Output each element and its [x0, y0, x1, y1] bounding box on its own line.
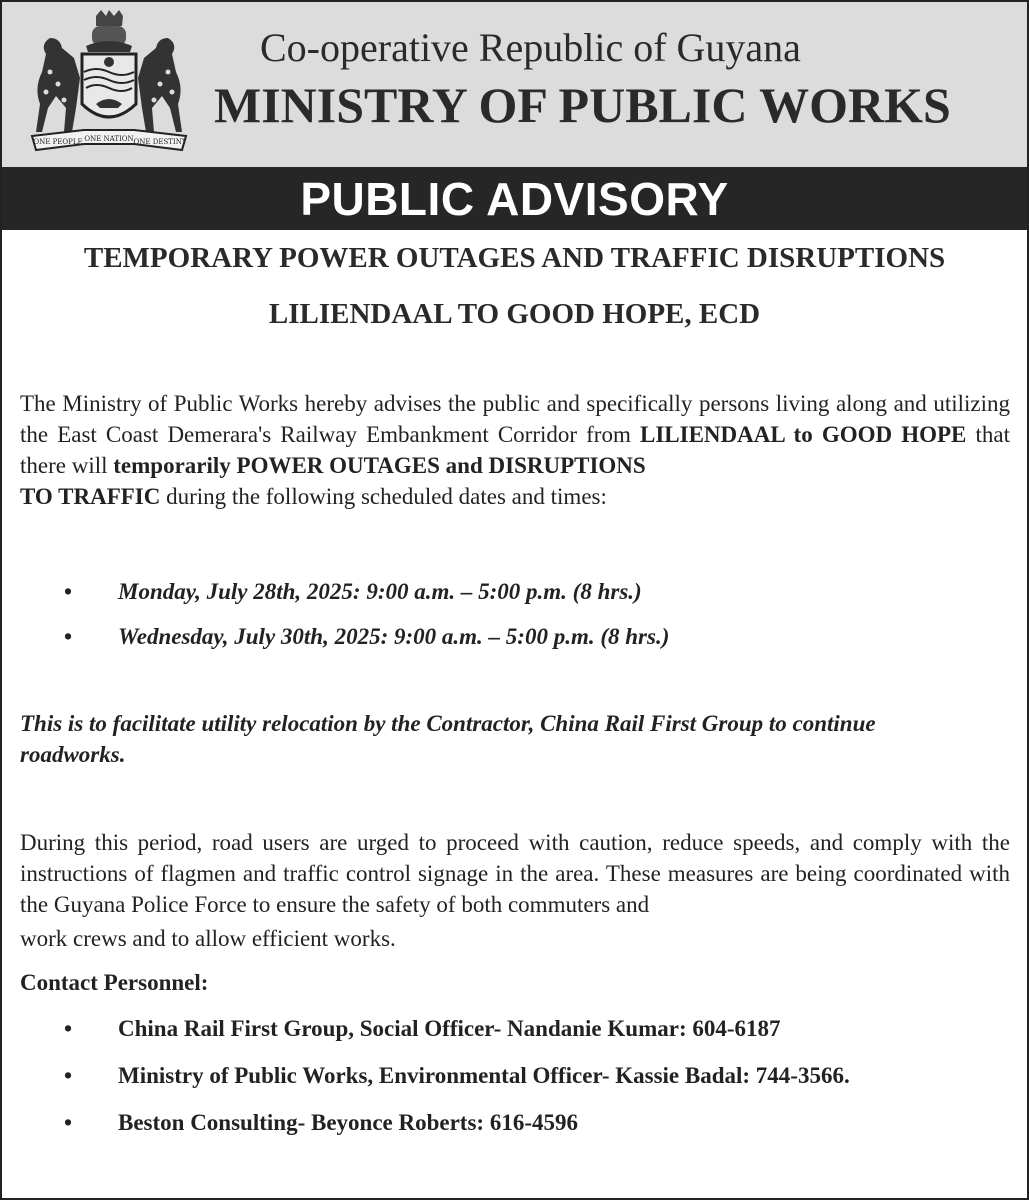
- coat-of-arms-icon: [26, 8, 192, 156]
- intro-text: The Ministry of Public Works hereby advises the public and specifically persons living along and utilizing the East Coast Demerara's Railway Embankment Corridor from: [20, 391, 1010, 447]
- contact-item: [64, 1014, 781, 1044]
- republic-name: Co-operative Republic of Guyana: [260, 25, 801, 70]
- contact-item: [64, 1108, 578, 1138]
- svg-text:ONE NATION: ONE NATION: [84, 135, 134, 143]
- schedule-text: Monday, July 28th, 2025: 9:00 a.m. – 5:00 p.m. (8 hrs.): [118, 579, 642, 604]
- svg-text:ONE DESTINY: ONE DESTINY: [133, 138, 187, 146]
- schedule-text: Wednesday, July 30th, 2025: 9:00 a.m. – 5:00 p.m. (8 hrs.): [118, 624, 670, 649]
- safety-paragraph: During this period, road users are urged to proceed with caution, reduce speeds, and comply with the instructions of flagmen and traffic control signage in the area. These measures are being coordinated with the Guyana Police Force to ensure the safety of both commuters and: [20, 830, 1010, 917]
- intro-traffic-notice: TO TRAFFIC: [20, 484, 161, 509]
- public-advisory-banner: [2, 167, 1027, 230]
- contact-item: [64, 1061, 850, 1091]
- intro-text: that there will: [20, 422, 1010, 478]
- bullet-icon: •: [64, 1063, 73, 1088]
- safety-paragraph-end: work crews and to allow efficient works.: [20, 926, 396, 951]
- intro-paragraph-end: [20, 481, 1010, 512]
- bullet-icon: •: [64, 1016, 73, 1041]
- purpose-statement: This is to facilitate utility relocation by the Contractor, China Rail First Group to continue roadworks.: [20, 711, 876, 767]
- intro-text: during the following scheduled dates and times:: [160, 484, 607, 509]
- schedule-item: [64, 622, 669, 652]
- bullet-icon: •: [64, 624, 73, 649]
- intro-location: LILIENDAAL to GOOD HOPE: [639, 422, 967, 447]
- bullet-icon: •: [64, 579, 73, 604]
- schedule-item: [64, 577, 642, 607]
- svg-text:ONE PEOPLE: ONE PEOPLE: [33, 138, 83, 146]
- banner-title: PUBLIC ADVISORY: [300, 172, 729, 225]
- ministry-name: MINISTRY OF PUBLIC WORKS: [214, 77, 951, 133]
- intro-outage-notice: temporarily POWER OUTAGES and DISRUPTIONS: [113, 453, 646, 478]
- advisory-location: LILIENDAAL TO GOOD HOPE, ECD: [268, 298, 761, 330]
- contact-text: Ministry of Public Works, Environmental Officer- Kassie Badal: 744-3566.: [118, 1063, 850, 1088]
- header: [2, 2, 1027, 167]
- contact-heading: Contact Personnel:: [20, 970, 209, 995]
- contact-text: Beston Consulting- Beyonce Roberts: 616-4596: [118, 1110, 578, 1135]
- bullet-icon: •: [64, 1110, 73, 1135]
- contact-text: China Rail First Group, Social Officer- Nandanie Kumar: 604-6187: [118, 1016, 781, 1041]
- advisory-title: TEMPORARY POWER OUTAGES AND TRAFFIC DISRUPTIONS: [83, 242, 946, 274]
- intro-paragraph: [20, 388, 1010, 481]
